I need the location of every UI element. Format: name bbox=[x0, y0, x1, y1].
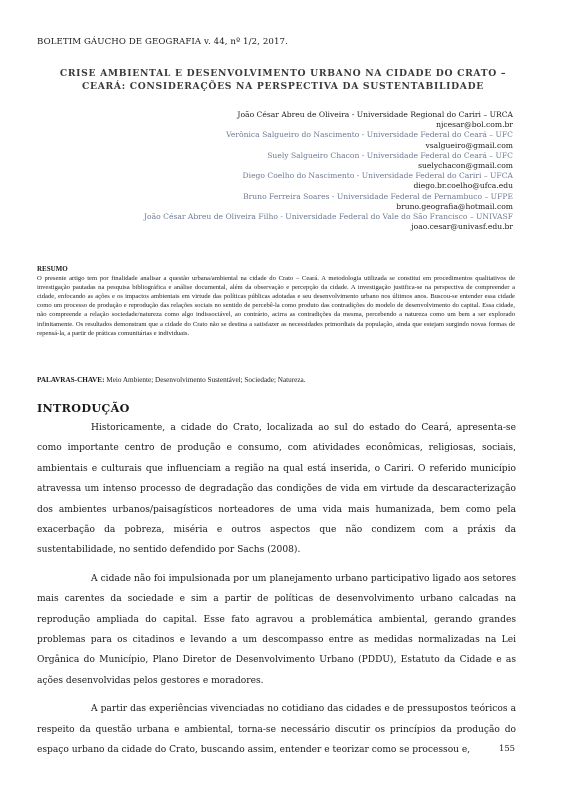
paragraph: Historicamente, a cidade do Crato, localizada ao sul do estado do Ceará, apresenta-se como importante centro de produção e consumo, com atividades econômicas, religiosas, sociais, ambientais e culturais que influenciam a região na qual está inserida, o Cariri. O referido município atravessa um intenso processo de degradação das condições de vida em virtude da descaracterização dos ambientes urbanos/paisagísticos norteadores de uma vida mais humanizada, bem como pela exacerbação da pobreza, miséria e outros aspectos que não condizem com a práxis da sustentabilidade, no sentido defendido por Sachs (2008). bbox=[37, 423, 516, 556]
keywords-section bbox=[37, 376, 515, 384]
author-email: bruno.geografia@hotmail.com bbox=[396, 201, 513, 211]
author-email: suelychacon@gmail.com bbox=[418, 161, 513, 171]
author-line: Suely Salgueiro Chacon - Universidade Federal do Ceará – UFC bbox=[267, 150, 513, 160]
author-line: Verônica Salgueiro do Nascimento - Universidade Federal do Ceará – UFC bbox=[226, 130, 513, 140]
author-line: João César Abreu de Oliveira - Universidade Regional do Cariri – URCA bbox=[237, 110, 513, 119]
paragraph: A partir das experiências vivenciadas no cotidiano das cidades e de pressupostos teóricos a respeito da questão urbana e ambiental, torna-se necessário discutir os princípios da produção do espaço urbano da cidade do Crato, buscando assim, entender e teorizar como se processou e, bbox=[37, 704, 516, 756]
abstract-section bbox=[37, 265, 515, 338]
abstract-label: RESUMO bbox=[37, 265, 68, 273]
keywords-label: PALAVRAS-CHAVE: bbox=[37, 376, 105, 384]
journal-header: BOLETIM GÁUCHO DE GEOGRAFIA v. 44, nº 1/2, 2017. bbox=[37, 37, 288, 47]
paragraph: A cidade não foi impulsionada por um planejamento urbano participativo ligado aos setores mais carentes da sociedade e sim a partir de políticas de desenvolvimento urbano calcadas na reprodução ampliada do capital. Esse fato agravou a problemática ambiental, gerando grandes problemas para os citadinos e levando a um descompasso entre as medidas normalizadas na Lei Orgânica do Município, Plano Diretor de Desenvolvimento Urbano (PDDU), Estatuto da Cidade e as ações desenvolvidas pelos gestores e moradores. bbox=[37, 573, 516, 686]
author-email: joao.cesar@univasf.edu.br bbox=[411, 222, 513, 232]
author-line: Bruno Ferreira Soares - Universidade Federal de Pernambuco – UFPE bbox=[243, 191, 513, 201]
page-number: 155 bbox=[499, 743, 515, 753]
abstract-text: O presente artigo tem por finalidade analisar a questão urbana/ambiental na cidade do Crato – Ceará. A metodologia utilizada se constitui em procedimentos qualitativos de investigação pautadas na pesquisa bibliográfica e análise documental, além da observação e percepção da cidade. A investigação justifica-se na perspectiva de compreender a cidade, enfocando as ações e os impactos ambientais em virtude das políticas públicas adotadas e seu desenvolvimento urbano nos últimos anos. Buscou-se entender essa cidade como um processo de produção e reprodução das relações sociais no sentido de percebê-la como produto das contradições do modelo de desenvolvimento do capital. Essa cidade, não compreende a relação sociedade/natureza como algo indissociável, ao contrário, acirra as contradições da mesma, percebendo a natureza como um bem a ser explorado infinitamente. Os resultados demonstram que a cidade do Crato não se destina a satisfazer as necessidades primordiais da população, ainda que estejam surgindo novas formas de repensá-la, a partir de práticas comunitárias e individuais. bbox=[37, 275, 515, 337]
author-list bbox=[53, 110, 513, 232]
author-line: João César Abreu de Oliveira Filho - Universidade Federal do Vale do São Francisco – UNIVASF bbox=[144, 212, 513, 222]
article-title: CRISE AMBIENTAL E DESENVOLVIMENTO URBANO NA CIDADE DO CRATO – CEARÁ: CONSIDERAÇÕES NA PERSPECTIVA DA SUSTENTABILIDADE bbox=[59, 68, 507, 92]
body-text bbox=[37, 418, 516, 769]
author-email: diego.br.coelho@ufca.edu bbox=[413, 181, 513, 191]
author-line: Diego Coelho do Nascimento - Universidade Federal do Cariri – UFCA bbox=[242, 171, 513, 181]
author-email: vsalgueiro@gmail.com bbox=[425, 140, 513, 150]
author-email: njcesar@bol.com.br bbox=[436, 120, 513, 130]
section-heading: INTRODUÇÃO bbox=[37, 401, 130, 415]
keywords-text: Meio Ambiente; Desenvolvimento Sustentável; Sociedade; Natureza. bbox=[106, 376, 306, 384]
